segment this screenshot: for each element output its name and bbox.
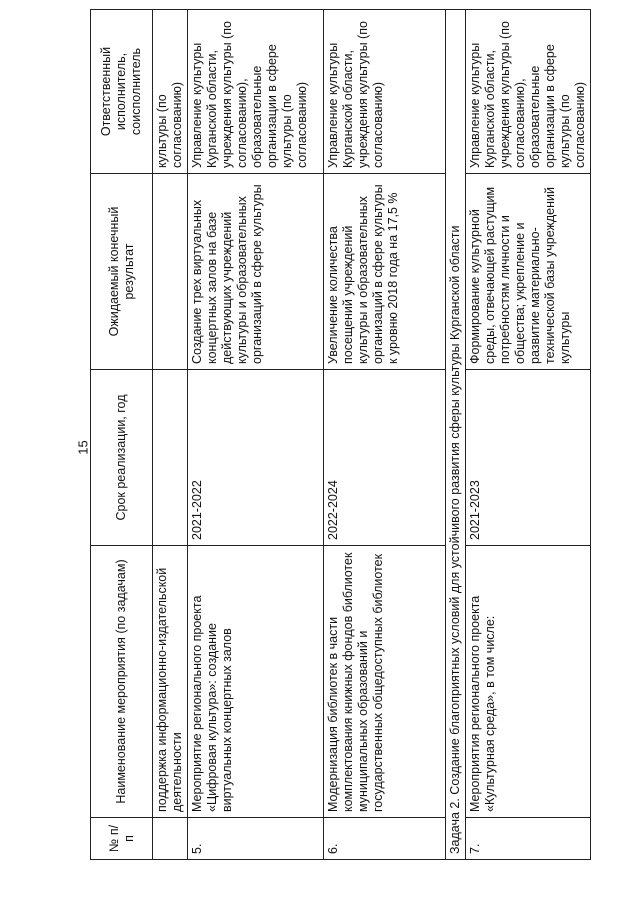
cell-period: 2021-2023 (466, 370, 591, 546)
header-row (91, 10, 153, 860)
cell-period: 2022-2024 (324, 370, 446, 546)
cell-num: 7. (466, 818, 591, 860)
cell-name: Модернизация библиотек в части комплектования книжных фондов библиотек муниципальных образований и государственных общедоступных библиотек (324, 546, 446, 818)
cell-period: 2021-2022 (188, 370, 324, 546)
cell-executor: Управление культуры Курганской области, учреждения культуры (по согласованию), образовательные организации в сфере культуры (по согласованию) (188, 10, 324, 174)
header-executor: Ответственный исполнитель, соисполнитель (91, 10, 153, 174)
cell-result: Увеличение количества посещений учреждений культуры и образовательных организаций в сфере культуры к уровню 2018 года на 17,5 % (324, 174, 446, 370)
task-heading: Задача 2. Создание благоприятных условий для устойчивого развития сферы культуры Курганской области (446, 10, 466, 860)
cell-period (153, 370, 188, 546)
header-name: Наименование мероприятия (по задачам) (91, 546, 153, 818)
cell-name: Мероприятие регионального проекта «Цифровая культура»: создание виртуальных концертных залов (188, 546, 324, 818)
table-row (324, 10, 446, 860)
cell-result: Создание трех виртуальных концертных залов на базе действующих учреждений культуры и образовательных организаций в сфере культуры (188, 174, 324, 370)
measures-table (90, 9, 591, 860)
header-num: № п/п (91, 818, 153, 860)
cell-executor: Управление культуры Курганской области, учреждения культуры (по согласованию) (324, 10, 446, 174)
page-number: 15 (75, 440, 91, 455)
rotated-table-container (90, 10, 630, 860)
cell-executor: культуры (по согласованию) (153, 10, 188, 174)
table-row (188, 10, 324, 860)
cell-num: 5. (188, 818, 324, 860)
table-row (466, 10, 591, 860)
cell-num: 6. (324, 818, 446, 860)
task-row (446, 10, 466, 860)
header-result: Ожидаемый конечный результат (91, 174, 153, 370)
cell-result (153, 174, 188, 370)
cell-executor: Управление культуры Курганской области, учреждения культуры (по согласованию), образовательные организации в сфере культуры (по согласованию) (466, 10, 591, 174)
cell-name: Мероприятия регионального проекта «Культурная среда», в том числе: (466, 546, 591, 818)
cell-result: Формирование культурной среды, отвечающей растущим потребностям личности и общества; укрепление и развитие материально-технической базы учреждений культуры (466, 174, 591, 370)
table-row (153, 10, 188, 860)
header-period: Срок реализации, год (91, 370, 153, 546)
cell-name: поддержка информационно-издательской деятельности (153, 546, 188, 818)
cell-num (153, 818, 188, 860)
